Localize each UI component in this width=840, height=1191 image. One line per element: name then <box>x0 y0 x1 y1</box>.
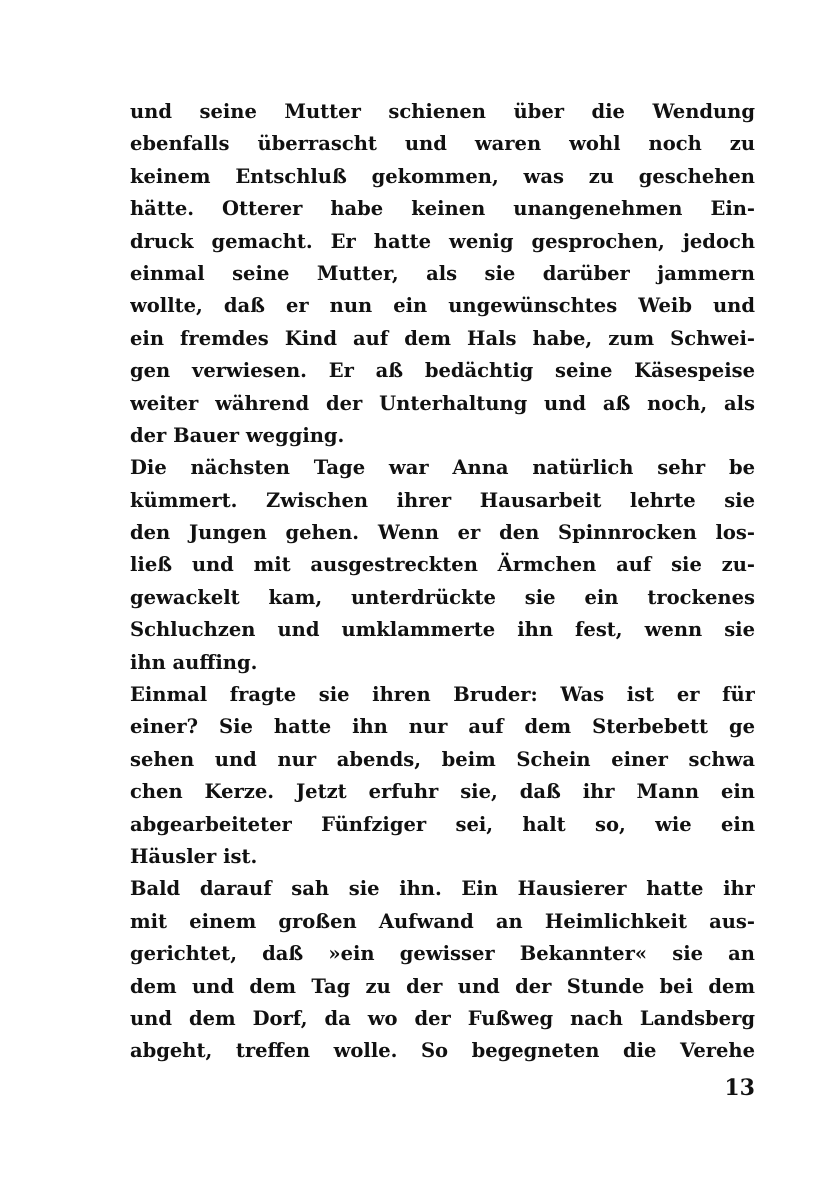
body-text <box>130 96 755 1068</box>
text-line: einer? Sie hatte ihn nur auf dem Sterbebett ge <box>130 715 755 739</box>
text-line: abgearbeiteter Fünfziger sei, halt so, wie ein <box>130 812 755 836</box>
text-line: hätte. Otterer habe keinen unangenehmen Ein- <box>130 197 755 221</box>
paragraph-end-line: der Bauer wegging. <box>130 423 345 447</box>
text-line: dem und dem Tag zu der und der Stunde bei dem <box>130 974 755 998</box>
text-line: abgeht, treffen wolle. So begegneten die Verehe <box>130 1039 755 1063</box>
text-line: keinem Entschluß gekommen, was zu geschehen <box>130 164 755 188</box>
text-line: und dem Dorf, da wo der Fußweg nach Landsberg <box>130 1006 755 1030</box>
text-line: gewackelt kam, unterdrückte sie ein trockenes <box>130 585 755 609</box>
text-line: Schluchzen und umklammerte ihn fest, wenn sie <box>130 618 755 642</box>
text-line: ein fremdes Kind auf dem Hals habe, zum Schwei- <box>130 326 755 350</box>
text-line: ließ und mit ausgestreckten Ärmchen auf sie zu- <box>130 553 755 577</box>
text-line: wollte, daß er nun ein ungewünschtes Weib und <box>130 294 755 318</box>
text-line: gen verwiesen. Er aß bedächtig seine Käsespeise <box>130 359 755 383</box>
text-line: kümmert. Zwischen ihrer Hausarbeit lehrte sie <box>130 488 755 512</box>
text-line: sehen und nur abends, beim Schein einer schwa <box>130 747 755 771</box>
text-line: chen Kerze. Jetzt erfuhr sie, daß ihr Mann ein <box>130 780 755 804</box>
text-line: den Jungen gehen. Wenn er den Spinnrocken los- <box>130 521 755 545</box>
paragraph-end-line: Häusler ist. <box>130 844 258 868</box>
text-line: Die nächsten Tage war Anna natürlich sehr be <box>130 456 755 480</box>
text-line: und seine Mutter schienen über die Wendung <box>130 100 755 123</box>
text-line: weiter während der Unterhaltung und aß noch, als <box>130 391 755 415</box>
text-line: ebenfalls überrascht und waren wohl noch zu <box>130 132 755 156</box>
text-line: einmal seine Mutter, als sie darüber jammern <box>130 261 755 285</box>
text-line: druck gemacht. Er hatte wenig gesprochen, jedoch <box>130 229 755 253</box>
paragraph-end-line: ihn auffing. <box>130 650 258 674</box>
text-line: mit einem großen Aufwand an Heimlichkeit aus- <box>130 909 755 933</box>
text-line: Bald darauf sah sie ihn. Ein Hausierer hatte ihr <box>130 877 755 901</box>
text-line: Einmal fragte sie ihren Bruder: Was ist er für <box>130 683 755 707</box>
page-number: 13 <box>724 1075 755 1101</box>
text-line: gerichtet, daß »ein gewisser Bekannter« sie an <box>130 942 755 966</box>
